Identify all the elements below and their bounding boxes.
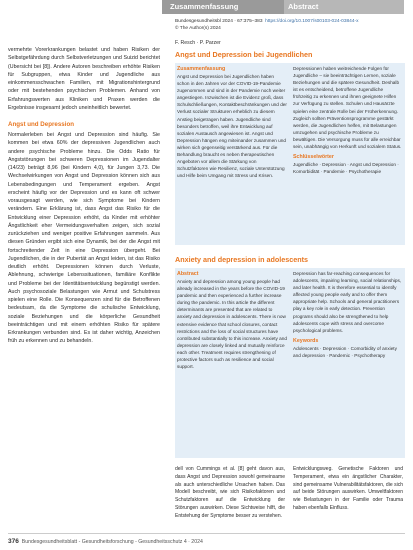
page-footer: [8, 538, 405, 548]
body-paragraph: dell von Cummings et al. [8] geht davon aus, dass Angst und Depression sowohl gemeinsame als auch unterschiedliche Ursachen haben. Das Modell beschreibt, wie sich Risikofaktoren und Schutzfaktoren auf die Entwicklung der Störungen auswirken. Diese Sichtweise hilft, die Entstehung der Symptome besser zu verstehen.: [175, 466, 285, 519]
journal-name: Bundesgesundheitsblatt - Gesundheitsforschung - Gesundheitsschutz 4 · 2024: [21, 539, 203, 545]
keywords: Jugendliche · Depression · Angst und Depression · Komorbidität · Pandemie · Psychotherapie: [293, 162, 399, 175]
authors: F. Resch · P. Parzer: [175, 40, 221, 46]
copyright: © The Author(s) 2024: [175, 26, 221, 31]
keywords: Adolescents · Depression · Comorbidity of anxiety and depression · Pandemic · Psychotherapy: [293, 345, 397, 358]
section-label: Abstract: [177, 271, 199, 277]
doi-link[interactable]: https://doi.org/10.1007/s00103-024-03844-x: [265, 19, 359, 24]
keywords-label: Schlüsselwörter: [293, 154, 334, 161]
tab-zusammenfassung: Zusammenfassung: [162, 0, 284, 14]
page-number: 376: [8, 538, 19, 545]
title-german: Angst und Depression bei Jugendlichen: [175, 50, 313, 59]
left-column: [8, 46, 160, 346]
footer-divider: [8, 533, 405, 534]
tab-abstract: Abstract: [288, 2, 319, 11]
section-label: Zusammenfassung: [177, 66, 226, 72]
abstract-text: Angst und Depression bei Jugendlichen haben schon in den Jahren vor der COVID-19-Pandemie zugenommen und sind in der Pandemie noch weiter angestiegen. Inzwischen ist die Evidenz groß, dass Schulschließungen, Kontaktbeschränkungen und der Verlust sozialer Strukturen erheblich zu diesem Anstieg beigetragen haben. Jugendliche sind besonders betroffen, weil ihre Entwicklung auf sozialen Austausch angewiesen ist. Angst und Depression hängen eng miteinander zusammen und wirken sich gegenseitig verstärkend aus. Für die Behandlung braucht es neben therapeutischen Angeboten vor allem die Stärkung von Schutzfaktoren wie Resilienz, soziale Unterstützung und Hilfe beim Umgang mit Stress und Krisen.: [177, 74, 287, 179]
abstract-box-german: [175, 63, 405, 245]
keywords-label: Keywords: [293, 337, 319, 344]
abstract-text: Anxiety and depression among young people had already increased in the years before the COVID-19 pandemic and then experienced a further increase during the pandemic. In this article the different determinants are presented that are related to anxiety and depression in adolescents. There is now extensive evidence that school closures, contact restrictions and the loss of social structures have contributed substantially to this increase. Anxiety and depression are closely linked and mutually reinforce each other. Treatment requires strengthening of protective factors such as resilience and social support.: [177, 279, 287, 370]
citation: Bundesgesundheitsbl 2024 · 67:375–383: [175, 19, 263, 24]
bottom-column-1: [175, 466, 285, 521]
section-heading: Angst und Depression: [8, 121, 75, 128]
abstract-text: Depressionen haben weitreichende Folgen für Jugendliche – sie beeinträchtigen Lernen, soziale Beziehungen und die spätere Gesundheit. Deshalb ist es entscheidend, betroffene Jugendliche frühzeitig zu erkennen und ihnen geeignete Hilfen zur Verfügung zu stellen. Schulen und Hausärzte spielen eine zentrale Rolle bei der Früherkennung. Zugleich sollten Präventionsprogramme gestärkt werden, die Jugendlichen helfen, mit Belastungen umzugehen und psychische Probleme zu bewältigen. Die Versorgung muss für alle erreichbar sein, unabhängig von Herkunft und sozialem Status.: [293, 66, 402, 150]
bottom-column-2: [293, 466, 403, 513]
summary-tab-bar: [162, 0, 404, 14]
title-english: Anxiety and depression in adolescents: [175, 255, 309, 264]
article-meta: [175, 18, 405, 32]
body-paragraph: Entwicklungsweg. Genetische Faktoren und Temperament, etwa ein ängstlicher Charakter, sind gemeinsame Vulnerabilitätsfaktoren, die sich auf beide Störungen auswirken. Umweltfaktoren wie Belastungen in der Familie oder Trauma haben ebenfalls Einfluss.: [293, 466, 403, 511]
body-paragraph: vermehrte Vorerkrankungen belastet und haben Risiken der Selbstgefährdung durch Selbstverletzungen und Suizid berichtet (Ubersicht bei [8]). Andere Autoren beschreiben erhöhte Risiken für Subgruppen, etwa Kinder und Jugendliche aus einkommensschwachen Familien, mit Migrationshintergrund oder mit bestehenden psychischen Problemen. Anhand von Erfahrungswerten aus Kliniken und Praxen werden die Ergebnisse insgesamt jedoch uneinheitlich bewertet.: [8, 47, 160, 111]
body-paragraph: Normalerleben bei Angst und Depression sind häufig. Sie kommen bei etwa 60% der depressiven Jugendlichen auch andere psychische Probleme hinzu. Die Odds Ratio für Angststörungen bei schweren Depressionen im Jugendalter (14/23) beträgt 8,96 (bei Kindern 4,0), für Jungen 3,73. Die Wechselwirkungen von Angst und Depression können sich aus Lebensbedingungen und Temperament ergeben. Angst erscheint häufig vor der Depression und es kann oft schwer vorausgesagt werden, wie sich Symptome bei Kindern verändern. Eine Erklärung ist, dass Angst das Risiko für die Entwicklung einer Depression erhöht, da Kinder mit erhöhter Ängstlichkeit eher Vermeidungsverhalten zeigen, sich sozial zurückziehen und weniger positive Erfahrungen sammeln. Aus diesen Gründen ergibt sich eine Dynamik, bei der die Angst mit fortschreitender Zeit in eine Depression übergeht. Bei Jugendlichen, die in der Pubertät an Angst leiden, ist das Risiko deutlich erhöht. Depressionen können durch Verluste, Ablehnung, schwierige Lebenssituationen, familiäre Konflikte und Probleme bei der Identitätsentwicklung begünstigt werden. Auch psychosoziale Belastungen wie Armut und Schulstress spielen eine Rolle. Die Konsequenzen sind für die Betroffenen bedeutsam, da die Symptome die schulische Entwicklung, soziale Beziehungen und die körperliche Gesundheit beeinträchtigen und mit einem erhöhten Risiko für spätere Erkrankungen verbunden sind. Es ist daher wichtig, Anzeichen früh zu erkennen und zu behandeln.: [8, 132, 160, 345]
abstract-box-english: [175, 268, 405, 458]
abstract-text: Depression has far-reaching consequences for adolescents, impairing learning, social relationships, and later health. It is therefore essential to identify affected young people early and to offer them appropriate help. Schools and general practitioners play a key role in early detection. Prevention programs should also be strengthened to help adolescents cope with stress and overcome psychological problems.: [293, 271, 402, 333]
